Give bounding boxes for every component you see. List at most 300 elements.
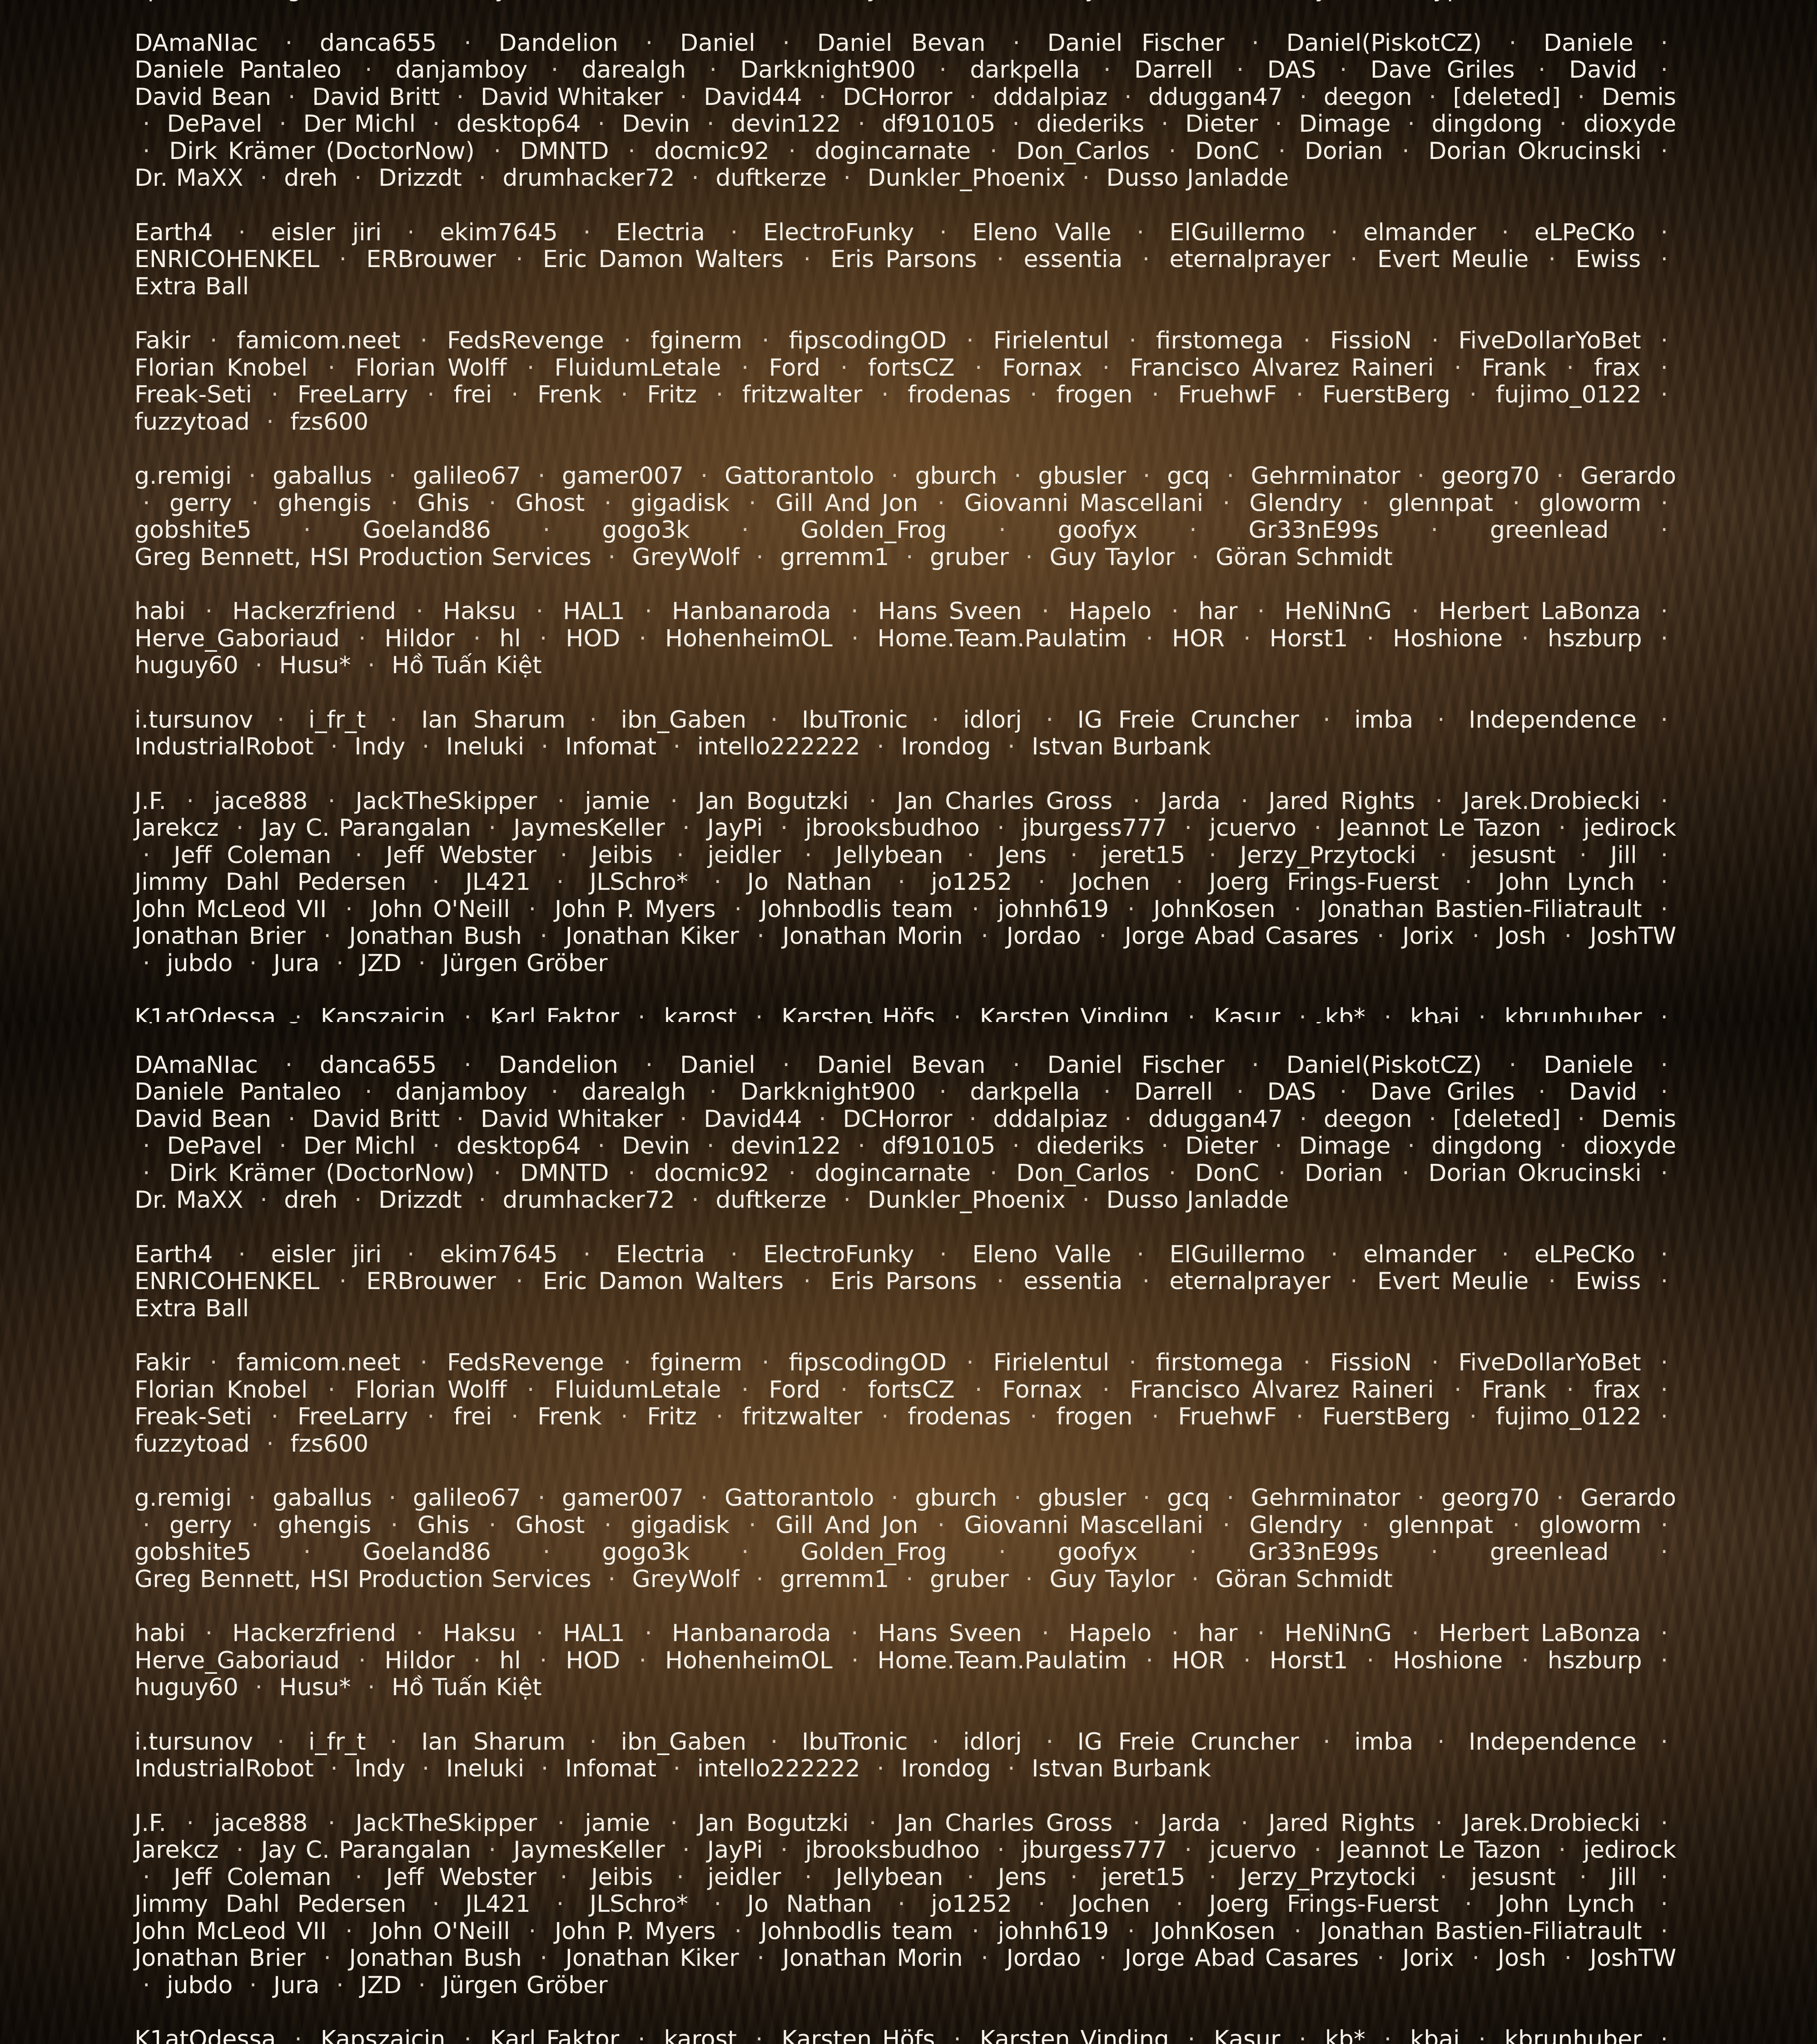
contributor-name: Joerg Frings-Fuerst (1209, 868, 1439, 896)
name-separator: · (1427, 788, 1451, 815)
name-separator: · (1291, 1004, 1315, 1022)
name-separator: · (1266, 1132, 1291, 1160)
name-separator: · (1432, 842, 1456, 869)
contributor-name: Jan Bogutzki (698, 788, 849, 815)
contributor-name: jace888 (214, 788, 308, 815)
name-separator: · (1551, 110, 1575, 138)
name-separator: · (1653, 896, 1677, 923)
name-separator: · (581, 706, 606, 734)
name-separator: · (1464, 923, 1488, 950)
name-separator: · (1137, 625, 1162, 652)
contributor-name: Earth4 (134, 1241, 213, 1268)
contributor-name: Goeland86 (362, 516, 491, 544)
contributor-name: Ghost (516, 1512, 585, 1539)
contributor-name: Frank (1482, 354, 1546, 382)
name-separator: · (1180, 1004, 1204, 1022)
name-separator: · (1228, 56, 1252, 84)
contributor-name: Daniel(PiskotCZ) (1286, 30, 1482, 57)
contributor-name: gobshite5 (134, 516, 252, 544)
contributor-name: Horst1 (1270, 625, 1348, 652)
name-separator: · (1653, 1268, 1677, 1295)
contributor-name: Golden_Frog (801, 516, 947, 544)
name-separator: · (1653, 1728, 1677, 1756)
contributor-name: GreyWolf (632, 1566, 740, 1593)
contributor-name: JohnKosen (1153, 1918, 1275, 1945)
contributor-name: Florian Knobel (134, 354, 308, 382)
name-separator: · (726, 1918, 750, 1945)
contributor-name: dreh (284, 1186, 338, 1214)
contributor-name: Jeannot Le Tazon (1339, 1836, 1541, 1864)
contributor-name: David44 (704, 84, 802, 111)
contributor-name: Jura (273, 950, 320, 977)
name-separator: · (1420, 1106, 1445, 1133)
contributor-name: HeNiNnG (1285, 1620, 1392, 1647)
name-separator: · (357, 56, 381, 84)
contributor-name: David Britt (312, 1106, 440, 1133)
name-separator: · (319, 1376, 343, 1404)
contributor-name: hszburp (1548, 1647, 1642, 1674)
contributor-name: [deleted] (1453, 84, 1561, 111)
contributor-name: firstomega (1156, 1349, 1284, 1376)
name-separator: · (1446, 1376, 1470, 1404)
name-separator: · (612, 381, 636, 408)
name-separator: · (931, 56, 955, 84)
name-separator: · (1322, 1241, 1346, 1268)
name-separator: · (381, 1484, 405, 1512)
contributor-name: Hackerzfriend (232, 598, 396, 625)
name-separator: · (532, 923, 556, 950)
name-separator: · (1286, 1918, 1310, 1945)
contributor-name: Daniele Pantaleo (134, 56, 342, 84)
name-separator: · (1306, 814, 1330, 842)
name-separator: · (295, 1538, 319, 1566)
contributor-name: Jorix (1402, 1945, 1454, 1972)
name-separator: · (1270, 1160, 1294, 1187)
contributor-name: hl (499, 625, 521, 652)
contributor-name: i.tursunov (134, 1728, 253, 1756)
contributor-name: jubdo (167, 950, 233, 977)
contributor-name: Dandelion (498, 30, 618, 57)
contributor-name: JayPi (707, 1836, 763, 1864)
contributor-name: JZD (360, 950, 402, 977)
name-separator: · (503, 381, 527, 408)
name-separator: · (277, 1052, 301, 1079)
name-separator: · (1163, 1620, 1187, 1647)
name-separator: · (795, 1268, 819, 1295)
contributor-name: Karsten Höfs (781, 1004, 935, 1022)
contributor-name: Jonathan Morin (782, 923, 963, 950)
contributor-name: DAmaNIac (134, 1052, 258, 1079)
name-separator: · (671, 1106, 695, 1133)
name-separator: · (898, 544, 922, 571)
name-separator: · (1558, 1376, 1582, 1404)
contributor-name: Dr. MaXX (134, 164, 243, 192)
contributor-name: gloworm (1539, 1512, 1642, 1539)
name-separator: · (243, 1512, 267, 1539)
contributor-name: fortsCZ (868, 354, 955, 382)
name-separator: · (407, 1620, 432, 1647)
name-separator: · (1399, 1132, 1423, 1160)
contributor-name: fritzwalter (742, 381, 862, 408)
contributor-name: gigadisk (631, 490, 730, 517)
contributor-name: ElectroFunky (763, 219, 914, 246)
contributor-name: huguy60 (134, 1674, 238, 1701)
name-separator: · (1530, 56, 1554, 84)
contributor-name: Jonathan Bastien-Filiatrault (1320, 1918, 1642, 1945)
name-separator: · (1006, 1484, 1030, 1512)
contributor-name: HOR (1172, 1647, 1225, 1674)
contributor-name: Irondog (901, 733, 991, 760)
name-separator: · (999, 1755, 1023, 1782)
name-separator: · (699, 1132, 723, 1160)
contributor-name: Eris Parsons (830, 1268, 977, 1295)
name-separator: · (1004, 1052, 1028, 1079)
contributor-name: Daniel (680, 30, 755, 57)
contributor-name: Jonathan Bush (349, 923, 521, 950)
name-separator: · (796, 842, 820, 869)
name-separator: · (869, 733, 893, 760)
contributor-name: ElGuillermo (1170, 219, 1306, 246)
name-separator: · (1291, 2026, 1315, 2044)
name-separator: · (1653, 1918, 1677, 1945)
contributor-name: Ewiss (1575, 246, 1641, 273)
name-separator: · (1180, 2026, 1204, 2044)
name-separator: · (1423, 327, 1447, 354)
contributor-name: Greg Bennett, HSI Production Services (134, 544, 591, 571)
name-separator: · (1121, 327, 1145, 354)
name-separator: · (134, 1864, 159, 1891)
contributor-name: Devin (622, 1132, 690, 1160)
contributor-name: Jarek.Drobiecki (1463, 788, 1640, 815)
name-separator: · (1017, 544, 1041, 571)
name-separator: · (861, 1810, 885, 1837)
name-separator: · (1504, 1512, 1529, 1539)
name-separator: · (381, 462, 405, 490)
name-separator: · (448, 1106, 472, 1133)
contributor-name: g.remigi (134, 462, 232, 490)
contributor-name: jeidler (708, 842, 781, 869)
name-separator: · (616, 327, 640, 354)
contributor-name: fujimo_0122 (1496, 1403, 1642, 1430)
name-separator: · (873, 381, 897, 408)
contributor-name: i_fr_t (308, 706, 366, 734)
name-separator: · (733, 516, 757, 544)
contributor-name: Ghost (516, 490, 585, 517)
contributor-name: Daniel(PiskotCZ) (1286, 1052, 1482, 1079)
contributor-name: ghengis (278, 490, 371, 517)
name-separator: · (1513, 1647, 1537, 1674)
contributor-name: drumhacker72 (503, 1186, 675, 1214)
name-separator: · (1394, 1160, 1418, 1187)
name-separator: · (1095, 1078, 1119, 1106)
contributor-name: intello222222 (697, 1755, 860, 1782)
contributor-name: Hanbanaroda (672, 598, 831, 625)
contributor-name: gigadisk (631, 1512, 730, 1539)
name-separator: · (1354, 1512, 1378, 1539)
contributor-name: docmic92 (655, 138, 769, 165)
name-separator: · (1653, 625, 1677, 652)
name-separator: · (683, 164, 707, 192)
name-separator: · (1033, 1620, 1057, 1647)
name-separator: · (1306, 1836, 1330, 1864)
contributor-name: JL421 (465, 868, 531, 896)
name-separator: · (552, 1864, 576, 1891)
name-separator: · (240, 1484, 264, 1512)
contributor-name: Jo Nathan (747, 868, 872, 896)
contributor-name: Gehrminator (1251, 462, 1400, 490)
name-separator: · (747, 1004, 771, 1022)
contributor-name: Jill (1610, 842, 1637, 869)
name-separator: · (535, 516, 559, 544)
name-separator: · (202, 327, 226, 354)
contributor-name: FuerstBerg (1322, 381, 1450, 408)
contributor-name: Kapszaicin (321, 1004, 446, 1022)
contributor-name: Göran Schmidt (1216, 544, 1393, 571)
name-separator: · (382, 1512, 407, 1539)
name-separator: · (134, 138, 159, 165)
name-separator: · (531, 625, 556, 652)
contributor-name: df910105 (882, 110, 996, 138)
contributor-name: John Lynch (1498, 1890, 1635, 1918)
contributor-name: David Bean (134, 1106, 271, 1133)
contributor-name: Dusso Janladde (1106, 1186, 1289, 1214)
contributor-name: Daniel Bevan (817, 30, 986, 57)
contributor-name: John McLeod VII (134, 896, 327, 923)
contributor-name: gamer007 (562, 1484, 684, 1512)
name-separator: · (668, 1864, 692, 1891)
name-separator: · (382, 490, 407, 517)
contributor-name: gogo3k (602, 1538, 690, 1566)
contributor-name: Daniel Bevan (817, 1052, 986, 1079)
name-separator: · (1653, 1864, 1677, 1891)
name-separator: · (889, 868, 913, 896)
contributor-name: fzs600 (290, 408, 368, 436)
contributor-name: jedirock (1584, 1836, 1677, 1864)
name-separator: · (1094, 1376, 1118, 1404)
contributor-name: FruehwF (1178, 1403, 1277, 1430)
name-separator: · (637, 30, 661, 57)
contributor-name: Hildor (385, 1647, 455, 1674)
name-separator: · (1493, 219, 1517, 246)
name-separator: · (1653, 1241, 1677, 1268)
name-separator: · (134, 1160, 159, 1187)
name-separator: · (1571, 842, 1595, 869)
contributor-name: Karsten Vinding (980, 1004, 1169, 1022)
name-separator: · (1004, 110, 1028, 138)
contributor-name: ghengis (278, 1512, 371, 1539)
name-separator: · (1135, 462, 1159, 490)
contributor-name: Dieter (1185, 110, 1258, 138)
name-separator: · (230, 1241, 254, 1268)
name-separator: · (616, 1349, 640, 1376)
contributor-name: jbrooksbudhoo (805, 814, 980, 842)
name-separator: · (945, 1004, 969, 1022)
name-separator: · (754, 327, 778, 354)
contributor-name: Ineluki (446, 1755, 524, 1782)
name-separator: · (202, 1349, 226, 1376)
name-separator: · (1409, 1484, 1433, 1512)
name-separator: · (1153, 110, 1177, 138)
contributor-name: georg70 (1441, 462, 1539, 490)
name-separator: · (1235, 625, 1259, 652)
contributor-name: Dorian Okrucinski (1429, 138, 1642, 165)
name-separator: · (532, 1945, 556, 1972)
name-separator: · (503, 1403, 527, 1430)
contributor-name: Hans Sveen (878, 598, 1022, 625)
name-separator: · (1394, 138, 1418, 165)
contributor-name: Istvan Burbank (1032, 733, 1211, 760)
contributor-name: Horst1 (1270, 1647, 1348, 1674)
contributor-name: famicom.neet (237, 1349, 400, 1376)
contributor-name: Jay C. Parangalan (261, 1836, 472, 1864)
contributor-name: Jonathan Brier (134, 923, 306, 950)
name-separator: · (243, 490, 267, 517)
contributor-name: Demis (1602, 1106, 1676, 1133)
contributor-name: ibn_Gaben (621, 706, 747, 734)
contributor-name: Fakir (134, 1349, 190, 1376)
contributor-name: JLSchro* (590, 868, 688, 896)
name-separator: · (1228, 1078, 1252, 1106)
contributor-name: Jeff Webster (386, 1864, 536, 1891)
contributor-name: Infomat (565, 733, 656, 760)
contributor-name: Jellybean (836, 1864, 943, 1891)
contributor-name: David Bean (134, 84, 271, 111)
name-separator: · (733, 1376, 757, 1404)
name-separator: · (1653, 1078, 1677, 1106)
name-separator: · (1550, 1836, 1574, 1864)
contributor-name: Goeland86 (362, 1538, 491, 1566)
name-separator: · (480, 814, 504, 842)
name-separator: · (1403, 598, 1427, 625)
contributor-name: Istvan Burbank (1032, 1755, 1211, 1782)
contributor-name: essentia (1024, 1268, 1123, 1295)
name-separator: · (1094, 354, 1118, 382)
contributor-name: fginerm (650, 1349, 742, 1376)
contributor-name: Daniel Fischer (1048, 30, 1225, 57)
contributor-name: DCHorror (843, 84, 952, 111)
contributor-name: Gattorantolo (725, 462, 874, 490)
contributor-name: David Britt (312, 84, 440, 111)
contributor-name: Extra Ball (134, 1295, 249, 1322)
name-separator: · (1291, 84, 1316, 111)
name-separator: · (832, 354, 856, 382)
contributor-name: K1atOdessa (134, 1004, 276, 1022)
name-separator: · (1513, 625, 1537, 652)
name-separator: · (692, 462, 716, 490)
name-separator: · (280, 84, 304, 111)
contributor-name: Evert Meulie (1377, 1268, 1529, 1295)
contributor-name: gburch (915, 462, 998, 490)
name-separator: · (252, 164, 276, 192)
name-separator: · (631, 625, 655, 652)
name-separator: · (263, 381, 287, 408)
contributor-name: kb* (1325, 2026, 1365, 2044)
contributor-name: eternalprayer (1169, 1268, 1330, 1295)
name-separator: · (1556, 923, 1580, 950)
name-separator: · (1653, 868, 1677, 896)
contributor-name: Jarda (1160, 788, 1221, 815)
name-separator: · (228, 1836, 252, 1864)
name-separator: · (552, 842, 576, 869)
name-separator: · (1143, 1403, 1167, 1430)
name-separator: · (958, 327, 982, 354)
contributor-name: jesusnt (1471, 842, 1556, 869)
contributor-name: Gill And Jon (775, 1512, 918, 1539)
contributor-name: jburgess777 (1022, 814, 1167, 842)
contributor-name: HohenheimOL (665, 625, 833, 652)
contributor-name: Jürgen Gröber (442, 950, 608, 977)
contributor-name: Jeannot Le Tazon (1339, 814, 1541, 842)
contributor-name: Daniel (680, 1052, 755, 1079)
name-separator: · (1135, 1484, 1159, 1512)
name-separator: · (1540, 1268, 1564, 1295)
name-separator: · (337, 1918, 361, 1945)
name-separator: · (1653, 246, 1677, 273)
name-separator: · (134, 1132, 159, 1160)
name-separator: · (835, 1186, 859, 1214)
contributor-name: Dunkler_Phoenix (868, 1186, 1066, 1214)
name-separator: · (1653, 1052, 1677, 1079)
contributor-name: Jeibis (591, 842, 653, 869)
contributor-name: Ewiss (1575, 1268, 1641, 1295)
contributor-name: Home.Team.Paulatim (877, 1647, 1127, 1674)
name-separator: · (480, 1836, 504, 1864)
contributor-name: Jared Rights (1268, 1810, 1415, 1837)
contributor-name: eternalprayer (1169, 246, 1330, 273)
contributor-name: diederiks (1037, 1132, 1144, 1160)
contributor-name: FiveDollarYoBet (1459, 327, 1641, 354)
name-separator: · (636, 1620, 660, 1647)
name-separator: · (747, 2026, 771, 2044)
contributor-name: Earth4 (134, 219, 213, 246)
name-separator: · (1556, 1945, 1580, 1972)
name-separator: · (412, 327, 436, 354)
contributor-name: Hildor (385, 625, 455, 652)
name-separator: · (740, 1512, 765, 1539)
name-separator: · (1501, 30, 1525, 57)
name-separator: · (1652, 516, 1676, 544)
contributor-name: JaymesKeller (513, 814, 665, 842)
name-separator: · (1315, 706, 1339, 734)
contributor-name: Daniele Pantaleo (134, 1078, 342, 1106)
contributor-name: Giovanni Mascellani (964, 490, 1204, 517)
name-separator: · (1322, 219, 1346, 246)
contributor-name: Karl Faktor (490, 1004, 619, 1022)
name-separator: · (740, 490, 765, 517)
contributor-name: HAL1 (563, 598, 625, 625)
contributor-name: gcq (1167, 462, 1210, 490)
name-separator: · (470, 164, 494, 192)
contributor-name: devin122 (731, 110, 841, 138)
name-separator: · (1167, 1890, 1191, 1918)
name-separator: · (1030, 868, 1054, 896)
name-separator: · (252, 1186, 276, 1214)
name-separator: · (414, 1755, 438, 1782)
name-separator: · (347, 1864, 371, 1891)
name-separator: · (1143, 381, 1167, 408)
name-separator: · (780, 1160, 804, 1187)
name-separator: · (470, 1186, 494, 1214)
contributor-name: frogen (1056, 381, 1132, 408)
contributor-name: Fornax (1003, 354, 1082, 382)
contributor-name: df910105 (882, 1132, 996, 1160)
name-separator: · (961, 1106, 985, 1133)
contributor-name: Evert Meulie (1377, 246, 1529, 273)
contributor-name: hszburp (1548, 625, 1642, 652)
contributor-name: greenlead (1490, 1538, 1609, 1566)
contributor-name: Firielentul (993, 1349, 1110, 1376)
name-separator: · (1464, 1945, 1488, 1972)
